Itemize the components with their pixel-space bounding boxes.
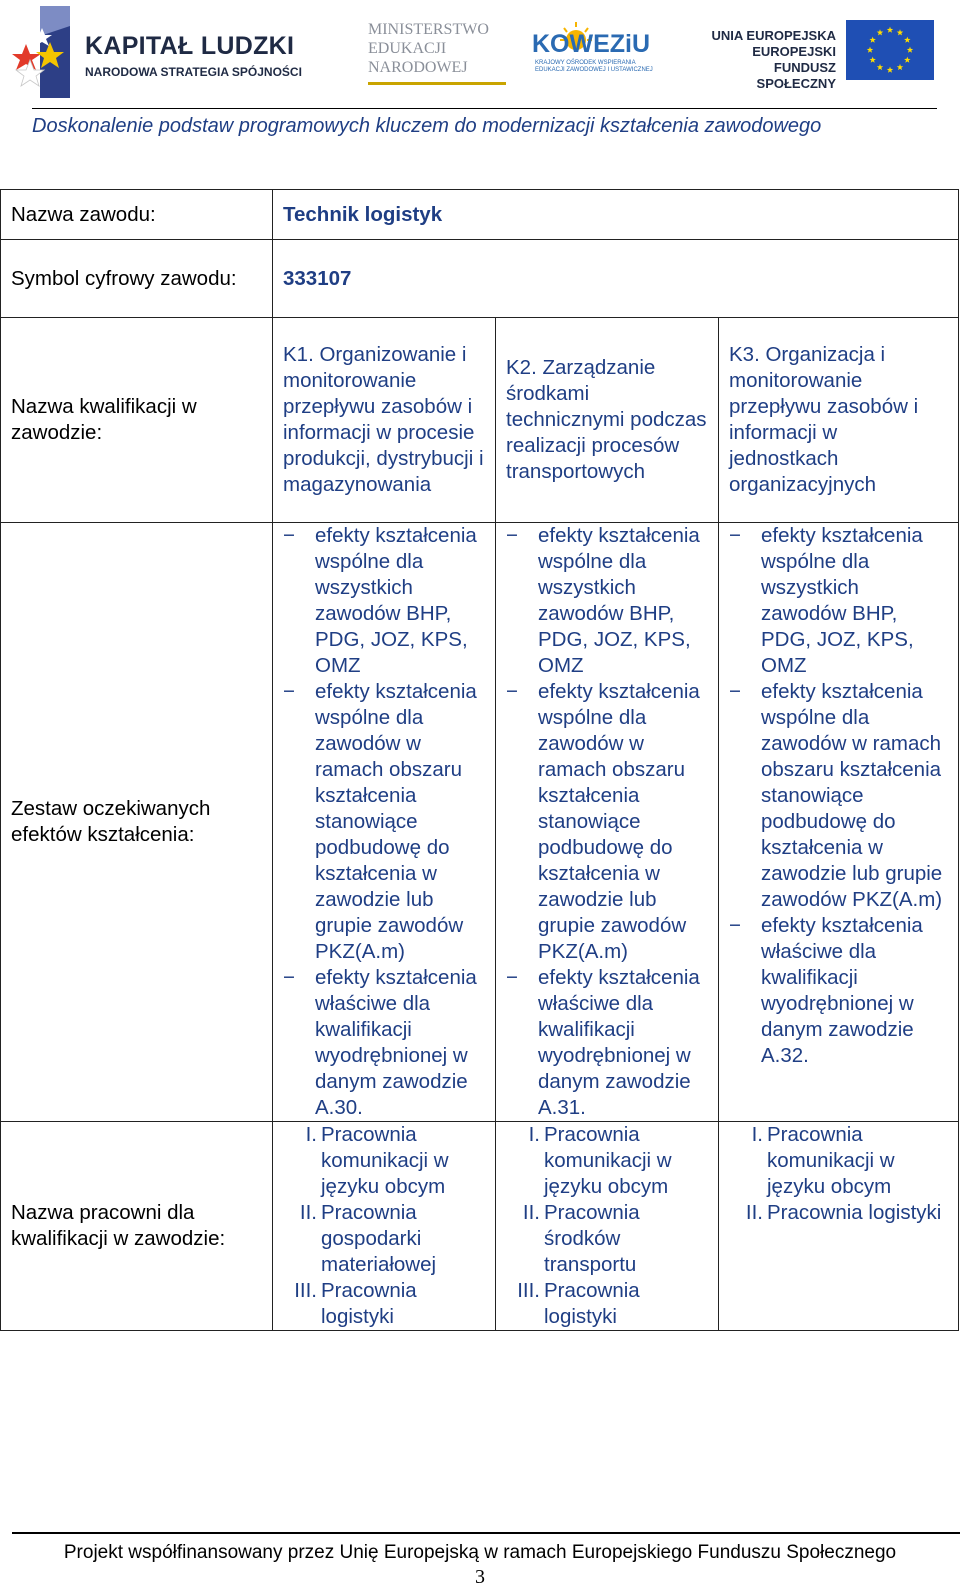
- document-subtitle: Doskonalenie podstaw programowych kluczem do modernizacji kształcenia zawodowego: [32, 115, 822, 137]
- effects-k2: [496, 523, 719, 1122]
- header-rule: [32, 108, 937, 109]
- row-qualifications: [1, 318, 959, 523]
- header-logos: [0, 0, 960, 108]
- lab-item: [506, 1278, 708, 1330]
- labs-list: [283, 1122, 485, 1330]
- effects-list: [719, 523, 958, 1069]
- koweziu-subtitle: KRAJOWY OŚRODEK WSPIERANIA EDUKACJI ZAWODOWEJ I USTAWICZNEJ: [535, 60, 653, 73]
- footer-text: Projekt współfinansowany przez Unię Europejską w ramach Europejskiego Funduszu Społecznego: [63, 1542, 897, 1563]
- effect-item: − efekty kształcenia wspólne dla zawodów w ramach obszaru kształcenia stanowiące podbudowę do kształcenia w zawodzie lub grupie zawodów PKZ(A.m): [506, 679, 708, 965]
- symbol-value: 333107: [273, 240, 959, 318]
- effect-item: − efekty kształcenia właściwe dla kwalifikacji wyodrębnionej w danym zawodzie A.32.: [729, 913, 948, 1069]
- koweziu-title: KOWEZiU: [532, 30, 651, 58]
- symbol-label: Symbol cyfrowy zawodu:: [1, 240, 273, 318]
- lab-number: I.: [528, 1123, 540, 1146]
- labs-label: Nazwa pracowni dla kwalifikacji w zawodzie:: [1, 1122, 273, 1331]
- lab-text: Pracownia komunikacji w języku obcym: [544, 1123, 672, 1198]
- row-effects: [1, 523, 959, 1122]
- effect-item: − efekty kształcenia wspólne dla wszystkich zawodów BHP, PDG, JOZ, KPS, OMZ: [283, 523, 485, 679]
- labs-k2: [496, 1122, 719, 1331]
- labs-list: [506, 1122, 708, 1330]
- lab-item: [283, 1200, 485, 1278]
- lab-text: Pracownia logistyki: [544, 1279, 640, 1328]
- lab-item: [283, 1278, 485, 1330]
- effect-item: − efekty kształcenia właściwe dla kwalifikacji wyodrębnionej w danym zawodzie A.31.: [506, 965, 708, 1121]
- effect-item: − efekty kształcenia wspólne dla wszystkich zawodów BHP, PDG, JOZ, KPS, OMZ: [506, 523, 708, 679]
- men-line: NARODOWEJ: [368, 59, 468, 76]
- page-number: 3: [475, 1566, 485, 1588]
- lab-number: II.: [299, 1201, 317, 1224]
- men-underline: [368, 82, 506, 85]
- row-labs: [1, 1122, 959, 1331]
- kapital-ludzki-subtitle: NARODOWA STRATEGIA SPÓJNOŚCI: [85, 65, 302, 79]
- lab-text: Pracownia komunikacji w języku obcym: [767, 1123, 895, 1198]
- effects-k1: [273, 523, 496, 1122]
- lab-text: Pracownia środków transportu: [544, 1201, 640, 1276]
- qualification-k2: K2. Zarządzanie środkami technicznymi podczas realizacji procesów transportowych: [496, 318, 719, 523]
- eu-flag-icon: [846, 20, 934, 80]
- labs-k3: [719, 1122, 959, 1331]
- row-symbol: [1, 240, 959, 318]
- lab-number: I.: [751, 1123, 763, 1146]
- lab-number: III.: [294, 1279, 317, 1302]
- kapital-ludzki-title: KAPITAŁ LUDZKI: [85, 32, 295, 60]
- effect-item: − efekty kształcenia wspólne dla zawodów w ramach obszaru kształcenia stanowiące podbudowę do kształcenia w zawodzie lub grupie zawodów PKZ(A.m): [283, 679, 485, 965]
- qualification-k3: K3. Organizacja i monitorowanie przepływu zasobów i informacji w jednostkach organizacyjnych: [719, 318, 959, 523]
- effects-list: [496, 523, 718, 1121]
- effect-item: − efekty kształcenia właściwe dla kwalifikacji wyodrębnionej w danym zawodzie A.30.: [283, 965, 485, 1121]
- qualification-k1: K1. Organizowanie i monitorowanie przepływu zasobów i informacji w procesie produkcji, dystrybucji i magazynowania: [273, 318, 496, 523]
- row-profession-name: [1, 190, 959, 240]
- effects-k3: [719, 523, 959, 1122]
- lab-number: II.: [745, 1201, 763, 1224]
- effect-item: − efekty kształcenia wspólne dla zawodów w ramach obszaru kształcenia stanowiące podbudowę do kształcenia w zawodzie lub grupie zawodów PKZ(A.m): [729, 679, 948, 913]
- eu-line: FUNDUSZ SPOŁECZNY: [756, 60, 836, 91]
- eu-line: UNIA EUROPEJSKA: [711, 28, 836, 43]
- labs-k1: [273, 1122, 496, 1331]
- lab-number: I.: [305, 1123, 317, 1146]
- eu-fund-text: [706, 28, 836, 92]
- profession-name-value: Technik logistyk: [273, 190, 959, 240]
- lab-text: Pracownia komunikacji w języku obcym: [321, 1123, 449, 1198]
- lab-number: III.: [517, 1279, 540, 1302]
- lab-text: Pracownia logistyki: [767, 1201, 942, 1224]
- effects-label: Zestaw oczekiwanych efektów kształcenia:: [1, 523, 273, 1122]
- lab-item: [506, 1122, 708, 1200]
- kapital-ludzki-emblem: [12, 6, 82, 102]
- effects-list: [273, 523, 495, 1121]
- profession-name-label: Nazwa zawodu:: [1, 190, 273, 240]
- lab-item: [283, 1122, 485, 1200]
- effect-item: − efekty kształcenia wspólne dla wszystkich zawodów BHP, PDG, JOZ, KPS, OMZ: [729, 523, 948, 679]
- lab-item: [729, 1122, 948, 1200]
- lab-item: [729, 1200, 948, 1226]
- eu-line: EUROPEJSKI: [752, 44, 836, 59]
- footer-rule: [12, 1532, 960, 1534]
- lab-number: II.: [522, 1201, 540, 1224]
- lab-item: [506, 1200, 708, 1278]
- labs-list: [729, 1122, 948, 1226]
- men-logo: [368, 20, 489, 77]
- profession-table: [0, 189, 959, 1331]
- men-line: MINISTERSTWO: [368, 21, 489, 38]
- lab-text: Pracownia gospodarki materiałowej: [321, 1201, 437, 1276]
- qualification-label: Nazwa kwalifikacji w zawodzie:: [1, 318, 273, 523]
- men-line: EDUKACJI: [368, 40, 447, 57]
- lab-text: Pracownia logistyki: [321, 1279, 417, 1328]
